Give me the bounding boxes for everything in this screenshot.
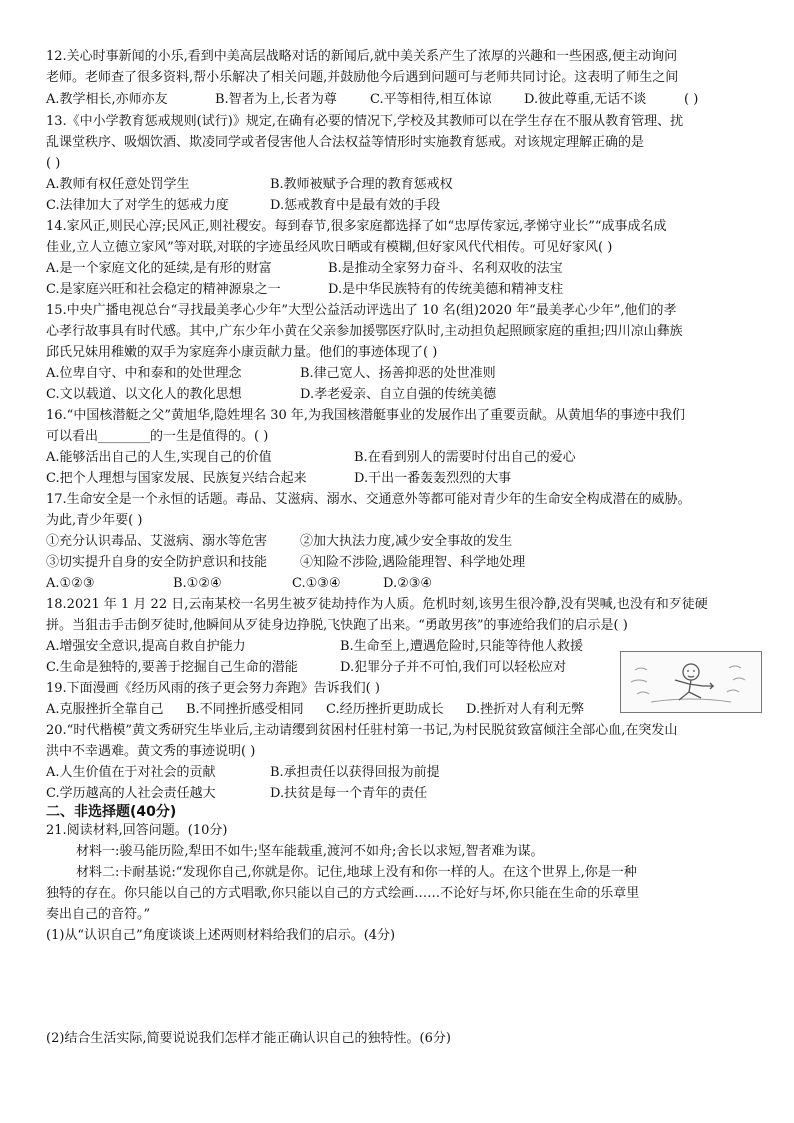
q20-stem-line2: 洪中不幸遇难。黄文秀的事迹说明( ): [46, 744, 256, 759]
q14-option-b: B.是推动全家努力奋斗、名利双收的法宝: [328, 261, 563, 276]
q21-part-1: (1)从“认识自己”角度谈谈上述两则材料给我们的启示。(4分): [46, 928, 396, 943]
q17-statement-3: ③切实提升自身的安全防护意识和技能: [46, 555, 268, 570]
q12-option-b: B.智者为上,长者为尊: [215, 92, 337, 107]
q20-option-a: A.人生价值在于对社会的贡献: [46, 765, 216, 780]
q21-material-2-line3: 奏出自己的音符。”: [46, 907, 151, 922]
q14-stem-line2: 佳业,立人立德立家风”等对联,对联的字迹虽经风吹日晒或有模糊,但好家风代代相传。可见好家风( ): [46, 240, 613, 255]
q16-option-c: C.把个人理想与国家发展、民族复兴结合起来: [46, 471, 307, 486]
q19-option-d: D.挫折对人有利无弊: [466, 702, 585, 717]
q17-statement-2: ②加大执法力度,减少安全事故的发生: [300, 534, 513, 549]
q13-stem-line1: 13.《中小学教育惩戒规则(试行)》规定,在确有必要的情况下,学校及其教师可以在学生存在不服从教育管理、扰: [46, 114, 684, 129]
q12-stem-line2: 老师。老师查了很多资料,帮小乐解决了相关问题,并鼓励他今后遇到问题可与老师共同讨论。这表明了师生之间: [46, 70, 679, 85]
q18-option-a: A.增强安全意识,提高自救自护能力: [46, 639, 246, 654]
q17-option-a: A.①②③: [46, 576, 95, 591]
q14-option-d: D.是中华民族特有的传统美德和精神支柱: [328, 282, 564, 297]
q21-part-2: (2)结合生活实际,简要说说我们怎样才能正确认识自己的独特性。(6分): [46, 1031, 451, 1046]
q13-option-a: A.教师有权任意处罚学生: [46, 177, 190, 192]
q17-stem-line2: 为此,青少年要( ): [46, 513, 143, 528]
q19-option-b: B.不同挫折感受相同: [186, 702, 304, 717]
q20-stem-line1: 20.“时代楷模”黄文秀研究生毕业后,主动请缨到贫困村任驻村第一书记,为村民脱贫致富倾注全部心血,在突发山: [46, 723, 678, 738]
q17-stem-line1: 17.生命安全是一个永恒的话题。毒品、艾滋病、溺水、交通意外等都可能对青少年的生命安全构成潜在的威胁。: [46, 492, 691, 507]
q19-stem: 19.下面漫画《经历风雨的孩子更会努力奔跑》告诉我们( ): [46, 681, 380, 696]
q15-stem-line2: 心孝行故事具有时代感。其中,广东少年小黄在父亲参加援鄂医疗队时,主动担负起照顾家庭的重担;四川凉山彝族: [46, 324, 683, 339]
q12-stem-line1: 12.关心时事新闻的小乐,看到中美高层战略对话的新闻后,就中美关系产生了浓厚的兴趣和一些困惑,便主动询问: [46, 49, 678, 64]
q13-option-c: C.法律加大了对学生的惩戒力度: [46, 198, 229, 213]
running-child-cartoon-image: [620, 651, 762, 713]
q18-option-b: B.生命至上,遭遇危险时,只能等待他人救援: [340, 639, 583, 654]
q21-material-2-line1: 材料二:卡耐基说:“发现你自己,你就是你。记住,地球上没有和你一样的人。在这个世界上,你是一种: [76, 865, 637, 880]
q18-stem-line2: 拼。当狙击手击倒歹徒时,他瞬间从歹徒身边挣脱,飞快跑了出来。“勇敢男孩”的事迹给我们的启示是( ): [46, 618, 628, 633]
q15-option-a: A.位卑自守、中和泰和的处世理念: [46, 366, 242, 381]
q17-option-d: D.②③④: [383, 576, 433, 591]
q15-option-c: C.文以载道、以文化人的教化思想: [46, 387, 242, 402]
q12-option-c: C.平等相待,相互体谅: [370, 92, 492, 107]
q15-stem-line1: 15.中央广播电视总台“寻找最美孝心少年”大型公益活动评选出了 10 名(组)2020 年“最美孝心少年”,他们的孝: [46, 303, 677, 318]
q20-option-d: D.扶贫是每一个青年的责任: [270, 786, 428, 801]
q12-option-d: D.彼此尊重,无话不谈: [524, 92, 647, 107]
q20-option-c: C.学历越高的人社会责任越大: [46, 786, 216, 801]
q12-answer-paren: ( ): [684, 92, 699, 107]
q19-option-a: A.克服挫折全靠自己: [46, 702, 164, 717]
q16-stem-line2: 可以看出________的一生是值得的。( ): [46, 429, 269, 444]
section-heading-non-choice: 二、非选择题(40分): [46, 804, 177, 820]
q17-statement-4: ④知险不涉险,遇险能理智、科学地处理: [300, 555, 526, 570]
q15-option-b: B.律己宽人、扬善抑恶的处世准则: [300, 366, 496, 381]
q14-stem-line1: 14.家风正,则民心淳;民风正,则社稷安。每到春节,很多家庭都选择了如“忠厚传家远,孝悌守业长”“成事成名成: [46, 219, 667, 234]
q15-option-d: D.孝老爱亲、自立自强的传统美德: [300, 387, 497, 402]
q13-stem-line2: 乱课堂秩序、吸烟饮酒、欺凌同学或者侵害他人合法权益等情形时实施教育惩戒。对该规定理解正确的是: [46, 135, 645, 150]
q17-option-b: B.①②④: [173, 576, 222, 591]
q14-option-a: A.是一个家庭文化的延续,是有形的财富: [46, 261, 272, 276]
q21-stem: 21.阅读材料,回答问题。(10分): [46, 823, 228, 838]
q16-option-b: B.在看到别人的需要时付出自己的爱心: [354, 450, 576, 465]
q16-option-a: A.能够活出自己的人生,实现自己的价值: [46, 450, 272, 465]
q18-stem-line1: 18.2021 年 1 月 22 日,云南某校一名男生被歹徒劫持作为人质。危机时刻,该男生很冷静,没有哭喊,也没有和歹徒硬: [46, 597, 708, 612]
q14-option-c: C.是家庭兴旺和社会稳定的精神源泉之一: [46, 282, 281, 297]
q13-option-d: D.惩戒教育中是最有效的手段: [270, 198, 441, 213]
q15-stem-line3: 邱氏兄妹用稚嫩的双手为家庭奔小康贡献力量。他们的事迹体现了( ): [46, 345, 438, 360]
q21-material-2-line2: 独特的存在。你只能以自己的方式唱歌,你只能以自己的方式绘画……不论好与坏,你只能在生命的乐章里: [46, 886, 640, 901]
q16-stem-line1: 16.“中国核潜艇之父”黄旭华,隐姓埋名 30 年,为我国核潜艇事业的发展作出了重要贡献。从黄旭华的事迹中我们: [46, 408, 686, 423]
q13-answer-paren: ( ): [46, 156, 61, 171]
q20-option-b: B.承担责任以获得回报为前提: [270, 765, 440, 780]
q13-option-b: B.教师被赋予合理的教育惩戒权: [270, 177, 453, 192]
q16-option-d: D.干出一番轰轰烈烈的大事: [354, 471, 512, 486]
q17-option-c: C.①③④: [292, 576, 341, 591]
cartoon-sketch-icon: [621, 652, 761, 712]
q21-material-1: 材料一:骏马能历险,犁田不如牛;坚车能载重,渡河不如舟;舍长以求短,智者难为谋。: [76, 844, 544, 859]
q18-option-c: C.生命是独特的,要善于挖掘自己生命的潜能: [46, 660, 298, 675]
q18-option-d: D.犯罪分子并不可怕,我们可以轻松应对: [340, 660, 567, 675]
q19-option-c: C.经历挫折更助成长: [326, 702, 444, 717]
q12-option-a: A.教学相长,亦师亦友: [46, 92, 168, 107]
q17-statement-1: ①充分认识毒品、艾滋病、溺水等危害: [46, 534, 268, 549]
